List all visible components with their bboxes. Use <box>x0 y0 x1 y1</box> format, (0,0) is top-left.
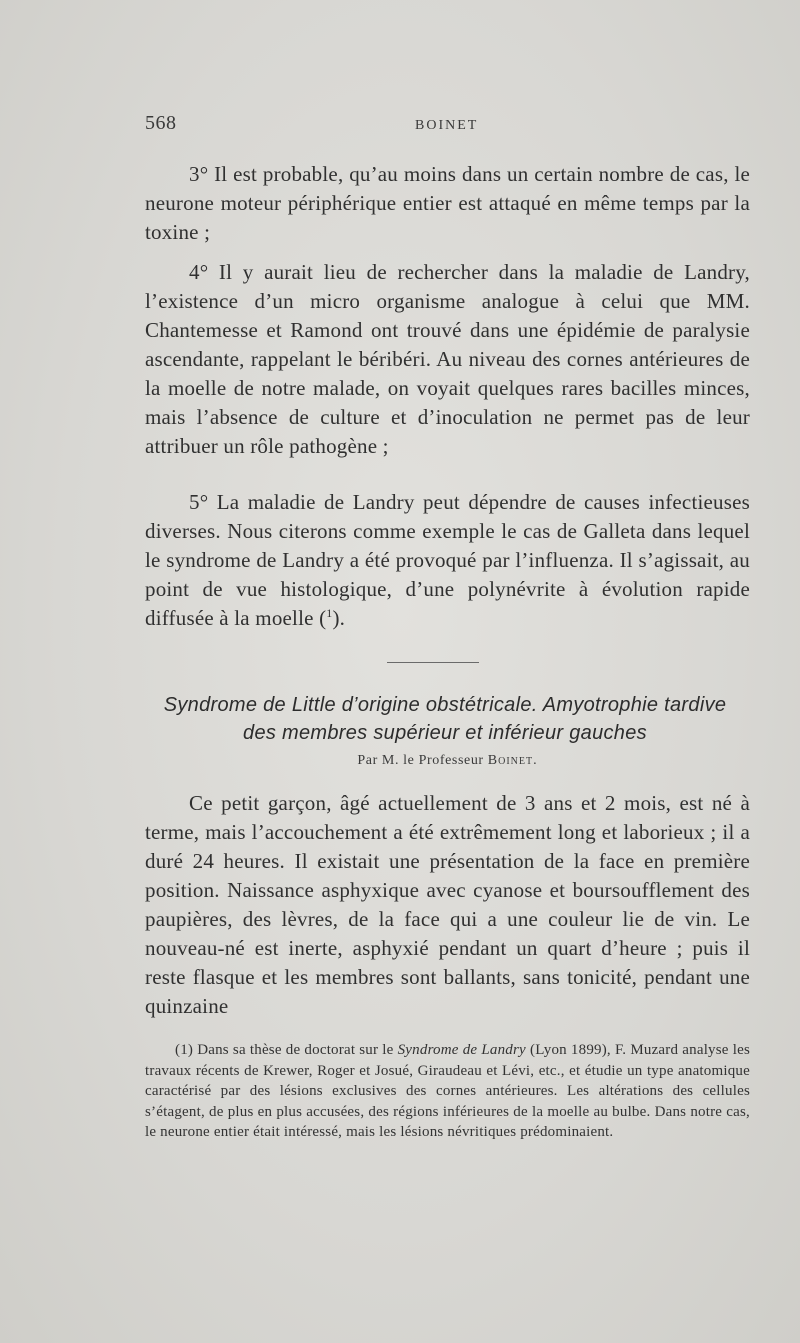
paragraph-3-text: 3° Il est probable, qu’au moins dans un certain nombre de cas, le neurone moteur périphérique entier est attaqué en même temps par la toxine ; <box>145 162 750 244</box>
section-divider <box>387 662 479 663</box>
footnote-cited-title: Syndrome de Landry <box>397 1042 526 1058</box>
article-paragraph-text: Ce petit garçon, âgé actuellement de 3 ans et 2 mois, est né à terme, mais l’accouchement a été extrêmement long et laborieux ; il a duré 24 heures. Il existait une présentation de la face en première position. Naissance asphyxique avec cyanose et boursoufflement des paupières, des lèvres, de la face qui a une couleur lie de vin. Le nouveau-né est inerte, asphyxié pendant un quart d’heure ; puis il reste flasque et les membres sont ballants, sans tonicité, pendant une quinzaine <box>145 791 750 1018</box>
footnote-reference: 1 <box>326 606 333 620</box>
paragraph-3 <box>145 160 750 247</box>
paragraph-5-body: 5° La maladie de Landry peut dépendre de causes infectieuses diverses. Nous citerons comme exemple le cas de Galleta dans lequel le syndrome de Landry a été provoqué par l’influenza. Il s’agissait, au point de vue histologique, d’une polynévrite à évolution rapide diffusée à la moelle ( <box>145 490 750 630</box>
page-number: 568 <box>145 112 177 134</box>
page-header <box>145 112 750 142</box>
paragraph-4 <box>145 258 750 461</box>
byline-author: Boinet. <box>487 753 538 768</box>
footnote-mark: (1) <box>175 1042 194 1058</box>
paragraph-5-end: ). <box>332 606 346 630</box>
article-byline <box>145 753 750 769</box>
article-title: Syndrome de Little d’origine obstétricale. Amyotrophie tardive des membres supérieur et inférieur gauches <box>163 694 727 744</box>
article-paragraph <box>145 789 750 1021</box>
footnote-lead: Dans sa thèse de doctorat sur le <box>197 1042 394 1058</box>
footnote <box>145 1040 750 1143</box>
footnote-text <box>145 1040 750 1143</box>
footnote-rest: (Lyon 1899), F. Muzard analyse les travaux récents de Krewer, Roger et Josué, Giraudeau et Lévi, etc., et étudie un type anatomique caractérisé par des lésions exclusives des cornes antérieures. Les altérations des cellules s’étagent, de plus en plus accusées, des régions inférieures de la moelle au bulbe. Dans notre cas, le neurone entier était intéressé, mais les lésions névritiques prédominaient. <box>145 1042 751 1140</box>
paragraph-5-text <box>145 488 750 633</box>
byline-prefix: Par M. le Professeur <box>357 753 484 768</box>
paragraph-5 <box>145 488 750 633</box>
paragraph-4-text: 4° Il y aurait lieu de rechercher dans la maladie de Landry, l’existence d’un micro organisme analogue à celui que MM. Chantemesse et Ramond ont trouvé dans une épidémie de paralysie ascendante, rappelant le béribéri. Au niveau des cornes antérieures de la moelle de notre malade, on voyait quelques rares bacilles minces, mais l’absence de culture et d’inoculation ne permet pas de leur attribuer un rôle pathogène ; <box>145 260 750 458</box>
running-head: BOINET <box>415 118 479 133</box>
